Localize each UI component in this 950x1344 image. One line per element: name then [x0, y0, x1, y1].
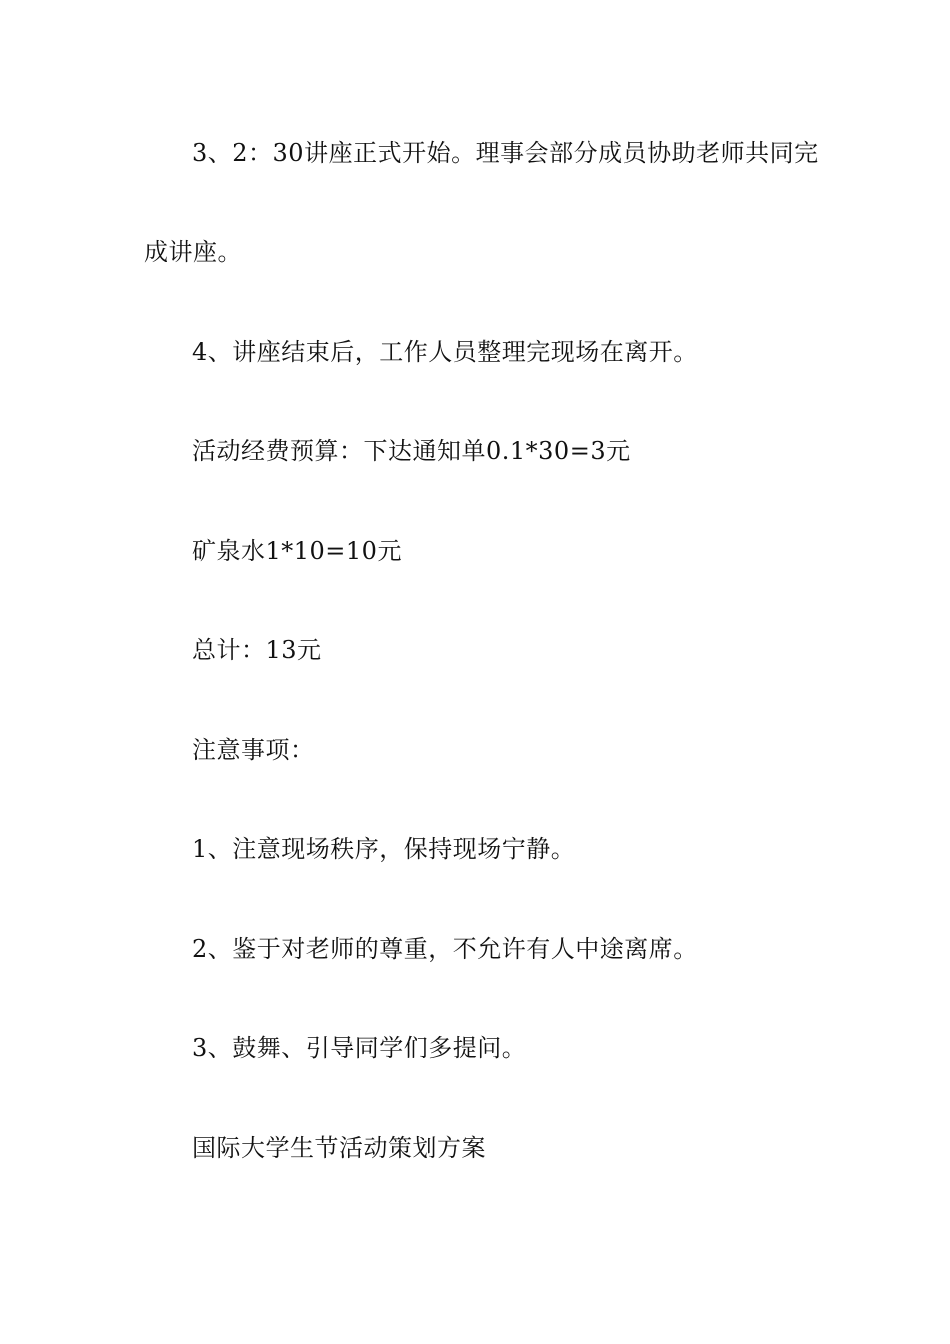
section-title: 国际大学生节活动策划方案	[192, 1134, 486, 1162]
total-line: 总计：13元	[192, 636, 322, 664]
paragraph-line-3: 4、讲座结束后，工作人员整理完现场在离开。	[192, 338, 698, 366]
paragraph-line-2: 成讲座。	[144, 238, 242, 266]
budget-line: 活动经费预算：下达通知单0.1*30=3元	[192, 437, 631, 465]
note-item-3: 3、鼓舞、引导同学们多提问。	[192, 1034, 527, 1062]
note-item-2: 2、鉴于对老师的尊重，不允许有人中途离席。	[192, 935, 698, 963]
notes-heading: 注意事项：	[192, 736, 315, 764]
paragraph-line-1: 3、2：30讲座正式开始。理事会部分成员协助老师共同完	[192, 139, 819, 167]
note-item-1: 1、注意现场秩序，保持现场宁静。	[192, 835, 576, 863]
water-cost-line: 矿泉水1*10=10元	[192, 537, 402, 565]
